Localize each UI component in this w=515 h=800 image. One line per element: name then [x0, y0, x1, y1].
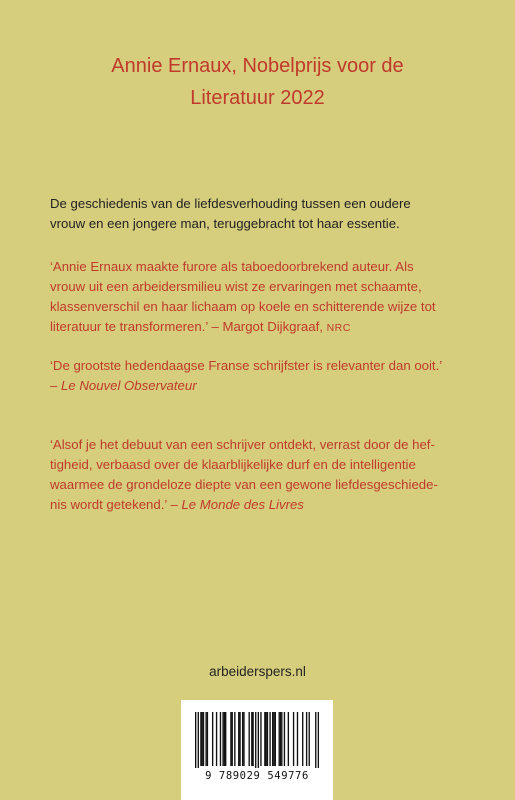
barcode-bar [315, 712, 316, 768]
quote-nrc-line-2: vrouw uit een arbeidersmilieu wist ze ervaringen met schaamte, [50, 279, 422, 294]
barcode-image [195, 712, 319, 768]
barcode-bar [243, 712, 244, 766]
quote-nrc [50, 257, 470, 338]
barcode-bar [207, 712, 208, 766]
quote-nouvel-observateur-line-1: ‘De grootste hedendaagse Franse schrijfster is relevanter dan ooit.’ [50, 358, 443, 373]
headline [0, 50, 515, 114]
quote-nouvel-observateur-source: Le Nouvel Observateur [61, 378, 197, 393]
barcode-bar [284, 712, 285, 766]
quote-le-monde-source: Le Monde des Livres [181, 497, 304, 512]
quote-le-monde-line-1: ‘Alsof je het debuut van een schrijver ontdekt, verrast door de hef- [50, 437, 435, 452]
barcode-bar [318, 712, 319, 768]
description-line-1: De geschiedenis van de liefdesverhouding tussen een oudere [50, 196, 411, 211]
quote-nouvel-observateur-line-2 [50, 376, 470, 396]
barcode-bar [279, 712, 280, 766]
quote-le-monde-line-3: waarmee de grondeloze diepte van een gewone liefdesgeschiede- [50, 477, 438, 492]
barcode-bar [203, 712, 204, 766]
barcode-bar [212, 712, 213, 766]
barcode-bar [198, 712, 199, 768]
barcode-bar [222, 712, 223, 766]
barcode-bar [260, 712, 261, 766]
barcode-bar [242, 712, 243, 766]
quote-nouvel-observateur-dash: – [50, 378, 61, 393]
barcode-bar [272, 712, 273, 766]
barcode-bar [288, 712, 289, 766]
quote-nrc-line-1: ‘Annie Ernaux maakte furore als taboedoorbrekend auteur. Als [50, 259, 414, 274]
barcode-bar [306, 712, 307, 766]
barcode-bar [230, 712, 231, 766]
headline-line-1: Annie Ernaux, Nobelprijs voor de [111, 55, 404, 77]
publisher-website: arbeiderspers.nl [209, 664, 306, 679]
barcode-bar [275, 712, 276, 766]
quote-nrc-line-4-text: literatuur te transformeren.’ – Margot Dijkgraaf, [50, 319, 327, 334]
barcode-bar [273, 712, 274, 766]
barcode-bar [293, 712, 294, 766]
quote-le-monde [50, 435, 470, 515]
barcode-bar [232, 712, 233, 766]
barcode-bar [202, 712, 203, 766]
barcode-bar [265, 712, 266, 766]
barcode-bar [216, 712, 217, 766]
barcode-bar [297, 712, 298, 766]
description [50, 194, 470, 234]
barcode-bar [280, 712, 281, 766]
barcode-bar [238, 712, 239, 766]
barcode-bar [220, 712, 221, 766]
quote-le-monde-line-4-text: nis wordt getekend.’ – [50, 497, 182, 512]
barcode-bar [264, 712, 265, 766]
quote-le-monde-line-4 [50, 495, 470, 515]
quote-nrc-line-3: klassenverschil en haar lichaam op koele en schitterende wijze tot [50, 299, 436, 314]
barcode-bar [267, 712, 268, 766]
barcode-bar [205, 712, 206, 766]
quote-nrc-line-4 [50, 317, 470, 338]
description-line-2: vrouw en een jongere man, teruggebracht tot haar essentie. [50, 216, 400, 231]
barcode-bar [200, 712, 201, 766]
barcode-bar [239, 712, 240, 766]
barcode-bar [269, 712, 270, 766]
barcode-bar [249, 712, 250, 766]
barcode-digits: 9 789029 549776 [205, 770, 309, 782]
barcode-bar [195, 712, 196, 768]
barcode-bar [258, 712, 259, 768]
quote-nouvel-observateur [50, 356, 470, 396]
barcode-bar [224, 712, 225, 766]
barcode-bar [225, 712, 226, 766]
barcode-bar [309, 712, 310, 766]
quote-le-monde-line-2: tigheid, verbaasd over de klaarblijkelijke durf en de intelligentie [50, 457, 416, 472]
barcode-bar [251, 712, 252, 766]
barcode-bar [281, 712, 282, 766]
headline-line-2: Literatuur 2022 [190, 87, 325, 109]
barcode-bar [302, 712, 303, 766]
barcode-bar [255, 712, 256, 768]
barcode-bar [252, 712, 253, 766]
barcode-bar [234, 712, 235, 766]
quote-nrc-source: NRC [326, 322, 351, 334]
barcode-area [181, 700, 333, 800]
